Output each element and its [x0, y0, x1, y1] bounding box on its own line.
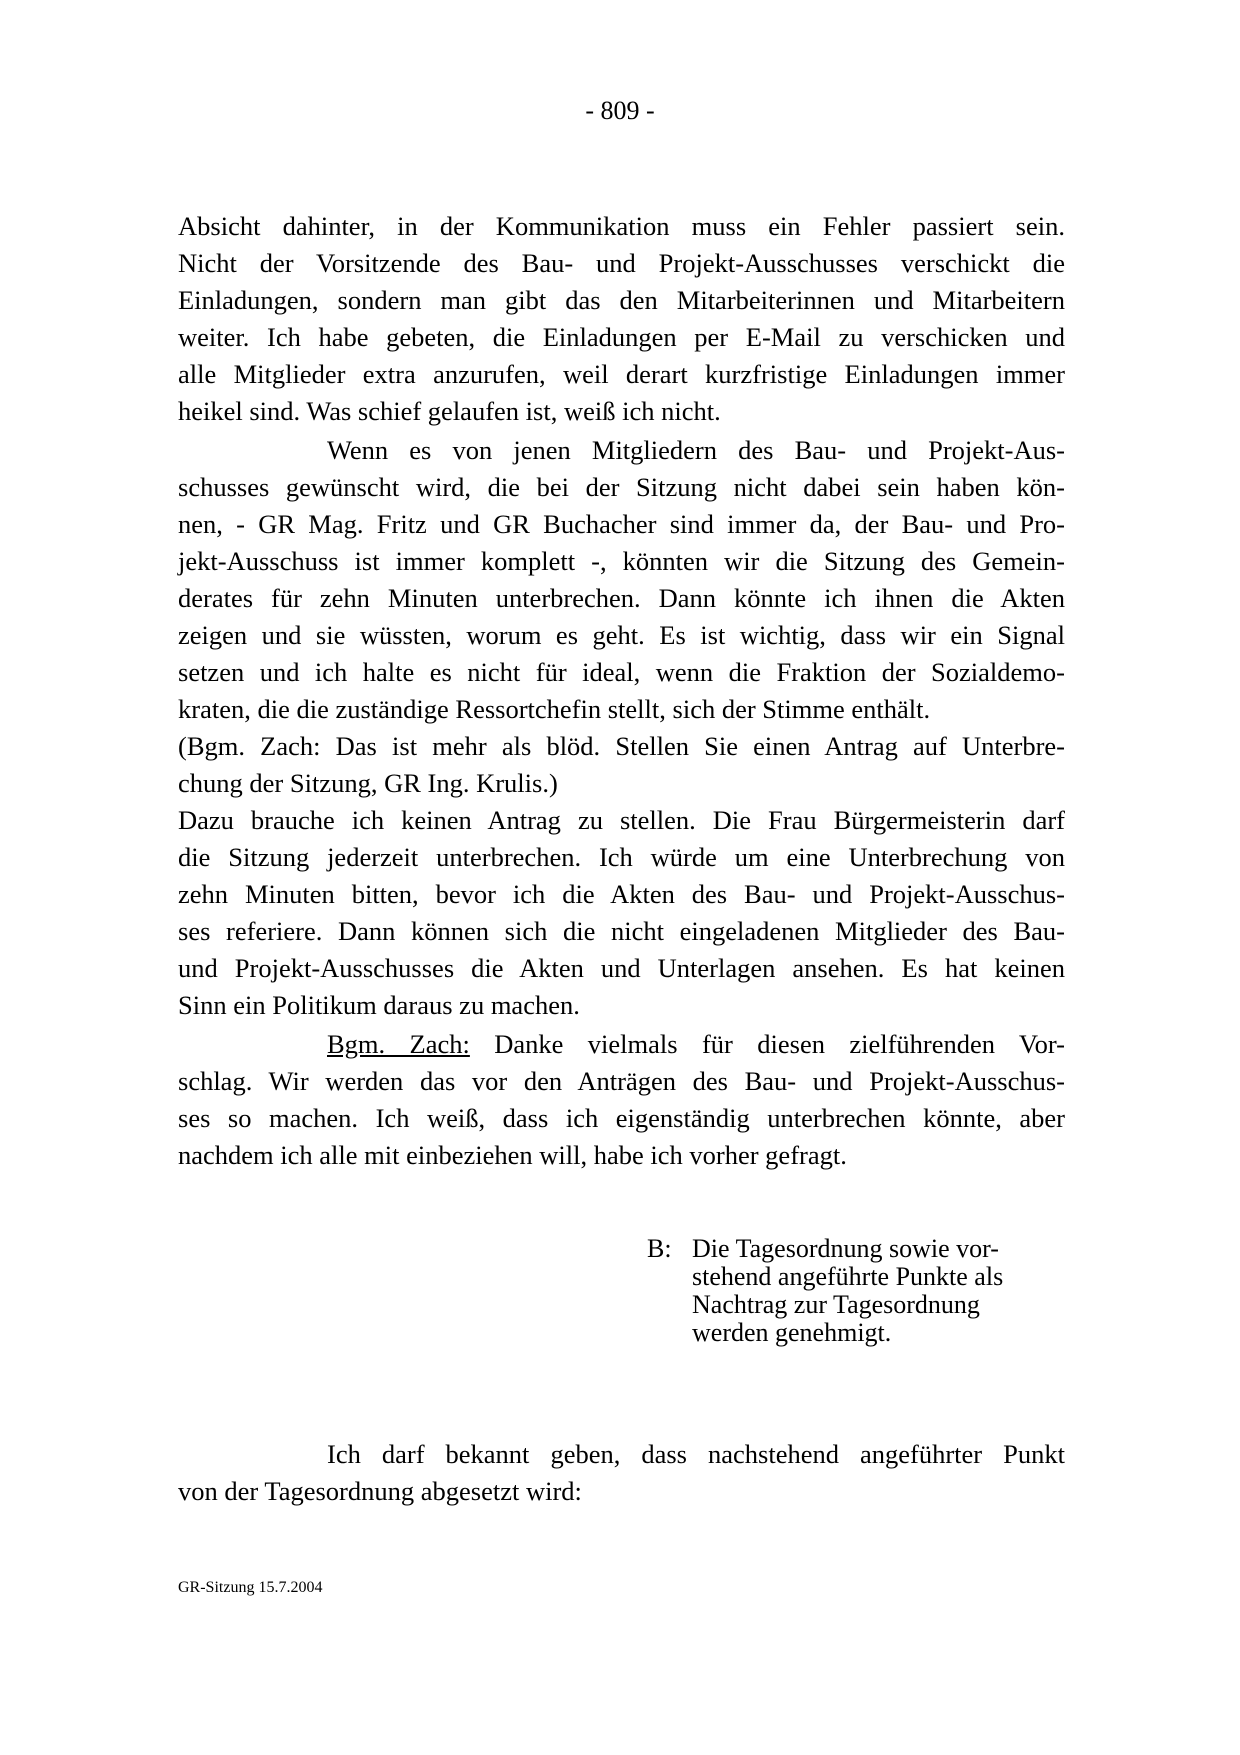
text-line: kraten, die die zuständige Ressortchefin stellt, sich der Stimme enthält.: [178, 694, 931, 724]
resolution-line: Nachtrag zur Tagesordnung: [692, 1290, 980, 1319]
text-line: heikel sind. Was schief gelaufen ist, weiß ich nicht.: [178, 396, 721, 426]
text-line: weiter. Ich habe gebeten, die Einladungen per E-Mail zu verschicken und: [178, 322, 1065, 352]
text-line: jekt-Ausschuss ist immer komplett -, könnten wir die Sitzung des Gemein-: [178, 546, 1065, 576]
resolution-line: stehend angeführte Punkte als: [692, 1262, 1004, 1291]
text-line: die Sitzung jederzeit unterbrechen. Ich würde um eine Unterbrechung von: [178, 842, 1065, 872]
text-line: Nicht der Vorsitzende des Bau- und Projekt-Ausschusses verschickt die: [178, 248, 1065, 278]
speaker-name: Bgm. Zach:: [327, 1029, 470, 1059]
text-line: schusses gewünscht wird, die bei der Sitzung nicht dabei sein haben kön-: [178, 472, 1065, 502]
text-line: derates für zehn Minuten unterbrechen. Dann könnte ich ihnen die Akten: [178, 583, 1065, 613]
text-line: nachdem ich alle mit einbeziehen will, habe ich vorher gefragt.: [178, 1140, 847, 1170]
text-line: chung der Sitzung, GR Ing. Krulis.): [178, 768, 558, 798]
speech-text: Danke vielmals für diesen zielführenden Vor-: [494, 1029, 1065, 1059]
text-line: Wenn es von jenen Mitgliedern des Bau- und Projekt-Aus-: [327, 435, 1065, 465]
text-line: Ich darf bekannt geben, dass nachstehend angeführter Punkt: [327, 1439, 1065, 1469]
footer: GR-Sitzung 15.7.2004: [178, 1579, 323, 1596]
text-line: Dazu brauche ich keinen Antrag zu stellen. Die Frau Bürgermeisterin darf: [178, 805, 1065, 835]
text-line: Einladungen, sondern man gibt das den Mitarbeiterinnen und Mitarbeitern: [178, 285, 1065, 315]
text-line: alle Mitglieder extra anzurufen, weil derart kurzfristige Einladungen immer: [178, 359, 1065, 389]
resolution-label: B:: [647, 1234, 672, 1263]
text-line: und Projekt-Ausschusses die Akten und Unterlagen ansehen. Es hat keinen: [178, 953, 1065, 983]
text-line: zeigen und sie wüssten, worum es geht. Es ist wichtig, dass wir ein Signal: [178, 620, 1065, 650]
resolution-line: Die Tagesordnung sowie vor-: [692, 1234, 999, 1263]
text-line: zehn Minuten bitten, bevor ich die Akten des Bau- und Projekt-Ausschus-: [178, 879, 1065, 909]
page-number: - 809 -: [585, 96, 655, 125]
text-line: Absicht dahinter, in der Kommunikation muss ein Fehler passiert sein.: [178, 211, 1065, 241]
text-line: Sinn ein Politikum daraus zu machen.: [178, 990, 580, 1020]
text-line: von der Tagesordnung abgesetzt wird:: [178, 1476, 582, 1506]
resolution-line: werden genehmigt.: [692, 1318, 892, 1347]
text-line: setzen und ich halte es nicht für ideal, wenn die Fraktion der Sozialdemo-: [178, 657, 1065, 687]
text-line: ses so machen. Ich weiß, dass ich eigenständig unterbrechen könnte, aber: [178, 1103, 1065, 1133]
text-line: ses referiere. Dann können sich die nicht eingeladenen Mitglieder des Bau-: [178, 916, 1065, 946]
text-line: (Bgm. Zach: Das ist mehr als blöd. Stellen Sie einen Antrag auf Unterbre-: [178, 731, 1065, 761]
text-line: nen, - GR Mag. Fritz und GR Buchacher sind immer da, der Bau- und Pro-: [178, 509, 1065, 539]
text-line: [327, 1026, 1065, 1063]
text-line: schlag. Wir werden das vor den Anträgen des Bau- und Projekt-Ausschus-: [178, 1066, 1065, 1096]
